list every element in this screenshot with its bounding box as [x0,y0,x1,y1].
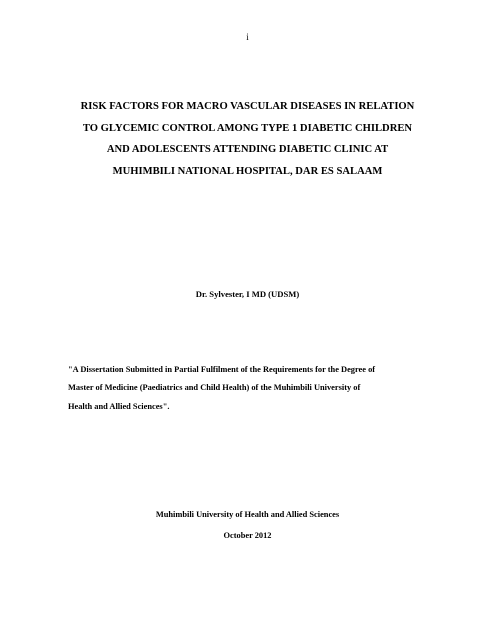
title-line: TO GLYCEMIC CONTROL AMONG TYPE 1 DIABETIC CHILDREN [82,122,413,134]
institution-name: Muhimbili University of Health and Allied Sciences [155,510,340,519]
document-title [40,96,455,182]
dissertation-statement [68,361,448,416]
title-line: RISK FACTORS FOR MACRO VASCULAR DISEASES IN RELATION [80,101,415,112]
author-name: Dr. Sylvester, I MD (UDSM) [195,289,300,299]
dissertation-line: "A Dissertation Submitted in Partial Fulfilment of the Requirements for the Degree of [68,365,376,374]
dissertation-line: Master of Medicine (Paediatrics and Child Health) of the Muhimbili University of [68,383,361,393]
page-number: i [246,32,249,42]
dissertation-line: Health and Allied Sciences". [68,401,170,411]
submission-date: October 2012 [223,531,272,540]
title-line: MUHIMBILI NATIONAL HOSPITAL, DAR ES SALAAM [112,165,383,177]
title-line: AND ADOLESCENTS ATTENDING DIABETIC CLINIC AT [106,144,389,155]
